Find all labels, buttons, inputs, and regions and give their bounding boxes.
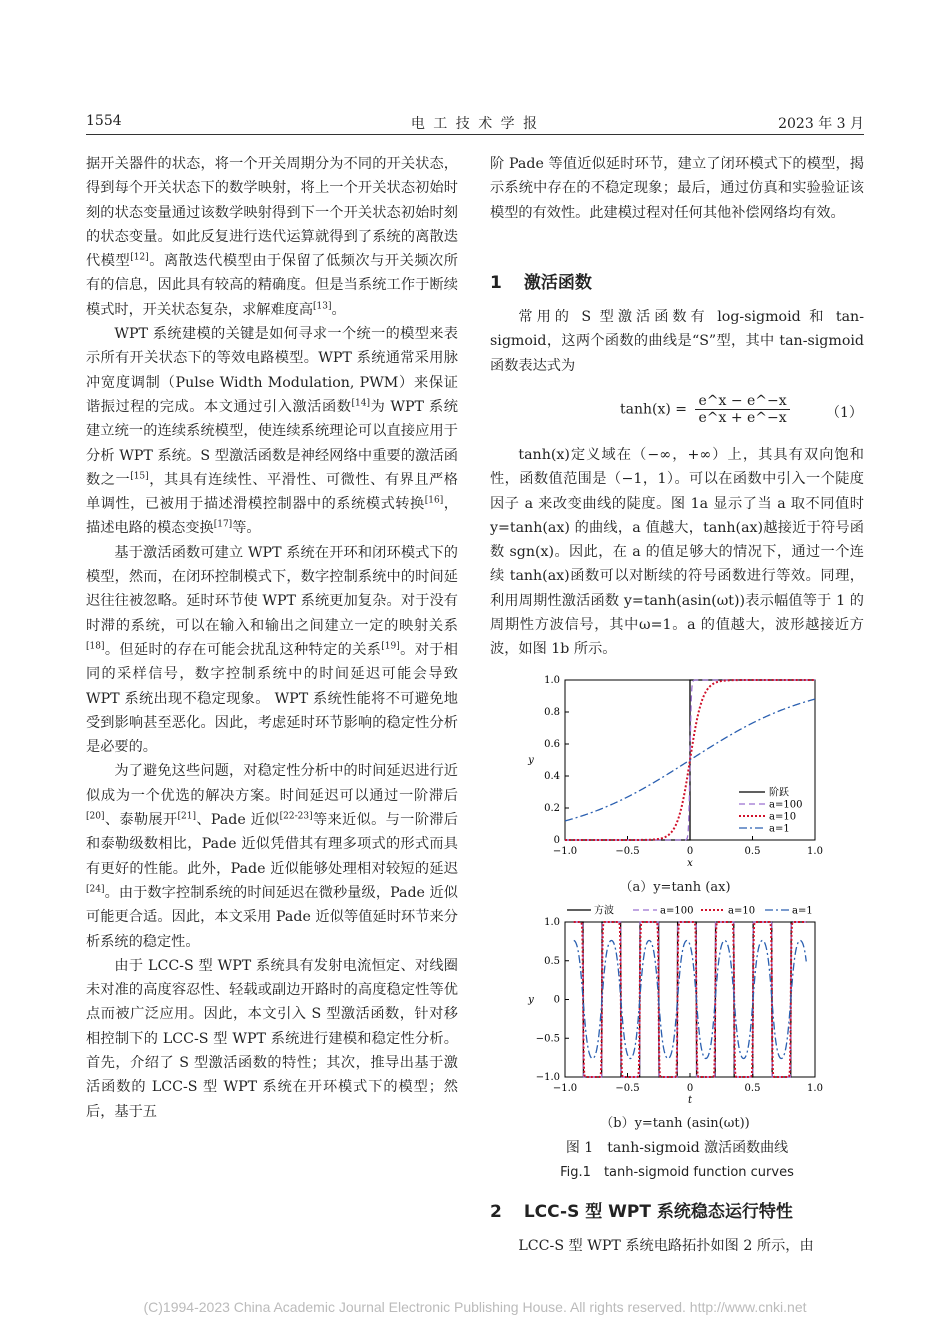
figure-1b-caption: （b）y=tanh (asin(ωt)) (600, 1116, 750, 1131)
x-tick-label: −1.0 (552, 1083, 578, 1094)
y-tick-label: 0 (553, 994, 560, 1006)
y-axis-label: y (528, 994, 534, 1006)
y-tick-label: 1.0 (544, 917, 560, 928)
x-tick-label: 0 (686, 846, 694, 857)
section-1-body (490, 443, 864, 662)
x-tick-label: 0.5 (744, 846, 761, 857)
section-2-heading: 2 LCC-S 型 WPT 系统稳态运行特性 (490, 1202, 793, 1222)
x-tick-label: −1.0 (552, 846, 578, 857)
y-tick-label: 0.6 (544, 739, 560, 750)
paragraph: LCC-S 型 WPT 系统电路拓扑如图 2 所示，由 (518, 1238, 814, 1254)
y-axis-label: y (528, 755, 534, 766)
left-column (86, 152, 458, 1124)
y-tick-label: −0.5 (535, 1033, 560, 1045)
y-tick-label: 0 (553, 835, 560, 846)
legend-label: a=10 (728, 905, 756, 917)
x-axis-label: t (687, 1095, 693, 1106)
paragraph: tanh(x)定义域在（−∞，+∞）上，其具有双向饱和性，函数值范围是（−1，1）。可以在函数中引入一个陡度因子 a 来改变曲线的陡度。图 1a 显示了当 a 取不同值时 y=tanh(ax) 的曲线，a 值越大，tanh(ax)越接近于符号函数 sgn(x)。因此，在 a 的值足够大的情况下，通过一个连续 tanh(ax)函数可以对断续的符号函数进行等效。同理，利用周期性激活函数 y=tanh(asin(ωt))表示幅值等于 1 的周期性方波信号，其中ω=1。a 的值越大，波形越接近方波，如图 1b 所示。 (490, 447, 864, 658)
figure-1b-chart (515, 898, 835, 1110)
x-axis-label: x (687, 858, 693, 869)
y-tick-label: 1.0 (544, 675, 560, 686)
figure-1a-chart (515, 672, 835, 892)
header-rule (86, 134, 864, 135)
x-tick-label: 1.0 (807, 846, 823, 857)
paragraph: 常用的 S 型激活函数有 log-sigmoid 和 tan-sigmoid，这两个函数的曲线是“S”型，其中 tan-sigmoid 函数表达式为 (490, 309, 864, 374)
figure-caption-cn: 图 1 tanh-sigmoid 激活函数曲线 (565, 1140, 789, 1156)
legend-label: a=1 (792, 905, 813, 917)
copyright-footer: (C)1994-2023 China Academic Journal Electronic Publishing House. All rights reserved. http://www.cnki.net (143, 1299, 807, 1315)
issue-date: 2023 年 3 月 (778, 116, 864, 132)
right-column-top (490, 152, 864, 225)
x-tick-label: 0.5 (744, 1083, 761, 1094)
section-1-heading: 1 激活函数 (490, 273, 592, 293)
y-tick-label: 0.2 (544, 803, 560, 814)
x-tick-label: −0.5 (615, 1083, 640, 1094)
legend-label: a=10 (769, 811, 797, 823)
figure-1a-caption: （a）y=tanh (ax) (619, 880, 731, 895)
journal-title: 电 工 技 术 学 报 (410, 116, 540, 132)
y-tick-label: −1.0 (535, 1072, 560, 1083)
legend-label: a=1 (769, 823, 790, 835)
y-tick-label: 0.4 (544, 771, 560, 782)
section-1-intro (490, 305, 864, 378)
legend-label: a=100 (769, 799, 803, 811)
page-number: 1554 (86, 113, 122, 129)
figure-caption-en: Fig.1 tanh-sigmoid function curves (560, 1165, 794, 1180)
paragraph: 由于 LCC-S 型 WPT 系统具有发射电流恒定、对线圈未对准的高度容忍性、轻载或副边开路时的高度稳定性等优点而被广泛应用。因此，本文引入 S 型激活函数，针对移相控制下的 LCC-S 型 WPT 系统进行建模和稳定性分析。首先，介绍了 S 型激活函数的特性；其次，推导出基于激活函数的 LCC-S 型 WPT 系统在开环模式下的模型；然后，基于五 (86, 957, 458, 1120)
paragraph: 阶 Pade 等值近似延时环节，建立了闭环模式下的模型，揭示系统中存在的不稳定现象；最后，通过仿真和实验验证该模型的有效性。此建模过程对任何其他补偿网络均有效。 (490, 156, 864, 221)
paragraph: 基于激活函数可建立 WPT 系统在开环和闭环模式下的模型，然而，在闭环控制模式下，数字控制系统中的时间延迟往往被忽略。延时环节使 WPT 系统更加复杂。对于没有时滞的系统，可以在输入和输出之间建立一定的映射关系[18]。但延时的存在可能会扰乱这种特定的关系[19]。对于相同的采样信号，数字控制系统中的时间延迟可能会导致 WPT 系统出现不稳定现象。 WPT 系统性能将不可避免地受到影响甚至恶化。因此，考虑延时环节影响的稳定性分析是必要的。 (86, 544, 458, 756)
x-tick-label: 0 (686, 1083, 694, 1094)
x-tick-label: −0.5 (615, 846, 640, 857)
equation-1: tanh(x) = $\frac{e\^{}x - e\^{}-x}{e\^{}x + e\^{}-x}$ (620, 393, 790, 426)
equation-number: （1） (826, 405, 863, 421)
y-tick-label: 0.5 (544, 955, 560, 967)
x-tick-label: 1.0 (807, 1083, 823, 1094)
legend-label: a=100 (660, 905, 694, 917)
legend-label: 方波 (594, 905, 614, 917)
legend-label: 阶跃 (769, 787, 789, 799)
paragraph: 据开关器件的状态，将一个开关周期分为不同的开关状态，得到每个开关状态下的数学映射，将上一个开关状态初始时刻的状态变量通过该数学映射得到下一个开关状态初始时刻的状态变量。如此反复进行迭代运算就得到了系统的离散迭代模型[12]。离散迭代模型由于保留了低频次与开关频次所有的信息，因此具有较高的精确度。但是当系统工作于断续模式时，开关状态复杂，求解难度高[13]。 (86, 156, 458, 318)
paragraph: WPT 系统建模的关键是如何寻求一个统一的模型来表示所有开关状态下的等效电路模型。WPT 系统通常采用脉冲宽度调制（Pulse Width Modulation, PWM）来保证谐振过程的完成。本文通过引入激活函数[14]为 WPT 系统建立统一的连续系统模型，使连续系统理论可以直接应用于分析 WPT 系统。S 型激活函数是神经网络中重要的激活函数之一[15]，其具有连续性、平滑性、可微性、有界且严格单调性，已被用于描述滑模控制器中的系统模式转换[16]，描述电路的模态变换[17]等。 (86, 326, 458, 537)
paragraph: 为了避免这些问题，对稳定性分析中的时间延迟进行近似成为一个优选的解决方案。时间延迟可以通过一阶滞后[20]、泰勒展开[21]、Pade 近似[22-23]等来近似。与一阶滞后和泰勒级数相比，Pade 近似凭借其有理多项式的形式而具有更好的性能。此外，Pade 近似能够处理相对较短的延迟[24]。由于数字控制系统的时间延迟在微秒量级，Pade 近似可能更合适。因此，本文采用 Pade 近似等值延时环节来分析系统的稳定性。 (86, 763, 458, 950)
y-tick-label: 0.8 (544, 707, 560, 718)
section-2-body (490, 1234, 864, 1258)
